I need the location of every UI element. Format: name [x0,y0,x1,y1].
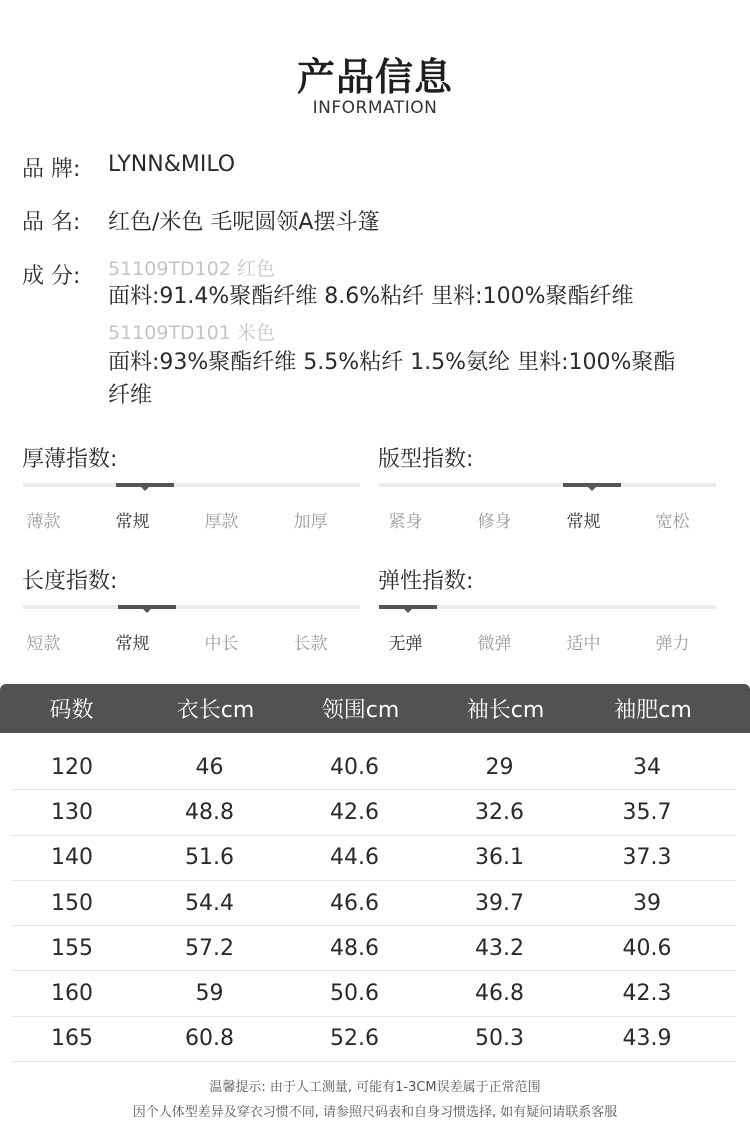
measurement-note: 温馨提示: 由于人工测量, 可能有1-3CM误差属于正常范围 [209,1080,541,1095]
table-row [12,881,735,926]
table-cell: 165 [51,1026,93,1052]
variant-composition-continued: 纤维 [108,383,153,408]
table-row [12,1017,735,1062]
table-cell: 37.3 [622,845,672,871]
table-cell: 50.3 [475,1026,524,1052]
elasticity-option: 微弹 [477,634,512,654]
sleeve-width-column-header: 袖肥cm [614,698,692,723]
table-cell: 34 [633,754,661,780]
fit-option: 宽松 [655,512,690,532]
length-option: 中长 [204,634,239,654]
table-cell: 40.6 [622,935,672,961]
table-cell: 60.8 [185,1026,234,1052]
table-cell: 57.2 [185,935,234,961]
table-cell: 29 [485,754,514,780]
brand-label: 品 牌: [22,157,81,182]
table-cell: 43.9 [622,1026,672,1052]
table-cell: 43.2 [475,935,524,961]
table-row [12,790,735,835]
table-cell: 36.1 [475,845,524,871]
table-cell: 35.7 [622,799,672,825]
table-cell: 46.8 [475,981,524,1007]
thickness-index-track [23,483,360,487]
name-value: 红色/米色 毛呢圆领A摆斗篷 [108,210,380,235]
table-row [12,926,735,971]
table-cell: 155 [51,935,93,961]
table-cell: 40.6 [330,754,379,780]
thickness-option: 厚款 [204,512,239,532]
table-cell: 130 [51,799,93,825]
variant-composition: 面料:91.4%聚酯纤维 8.6%粘纤 里料:100%聚酯纤维 [108,284,634,309]
fit-index-track [379,483,716,487]
size-table-header [0,684,750,733]
table-row [12,836,735,881]
length-column-header: 衣长cm [176,698,255,723]
table-row [12,971,735,1016]
thickness-index-title: 厚薄指数: [22,447,118,472]
table-cell: 150 [51,890,93,916]
table-cell: 54.4 [185,890,234,916]
fit-index-title: 版型指数: [378,447,474,472]
elasticity-option: 弹力 [655,634,690,654]
fit-index-indicator [563,483,621,487]
variant-code: 51109TD101 米色 [108,322,275,344]
variant-code: 51109TD102 红色 [108,258,275,280]
thickness-option: 薄款 [26,512,61,532]
thickness-index-options [0,507,355,532]
length-option: 短款 [26,634,61,654]
sleeve-length-column-header: 袖长cm [466,698,545,723]
length-index-indicator [118,605,176,609]
name-label: 品 名: [22,210,81,235]
table-cell: 140 [51,845,93,871]
length-index-title: 长度指数: [22,569,118,594]
table-cell: 48.8 [185,799,234,825]
fit-advice-note: 因个人体型差异及穿衣习惯不同, 请参照尺码表和自身习惯选择, 如有疑问请联系客服 [132,1105,618,1120]
fit-index-options [361,507,717,532]
page-title: 产品信息 [296,55,453,99]
neck-column-header: 领围cm [321,698,400,723]
table-cell: 52.6 [330,1026,379,1052]
table-cell: 48.6 [330,935,379,961]
table-cell: 50.6 [330,981,379,1007]
elasticity-option-selected: 无弹 [388,634,423,654]
thickness-index-indicator [116,483,174,487]
table-row [12,745,735,790]
length-index-track [23,605,360,609]
length-index-options [0,629,355,654]
thickness-option: 加厚 [293,512,328,532]
table-cell: 42.3 [622,981,672,1007]
table-cell: 160 [51,981,93,1007]
table-cell: 120 [51,754,93,780]
brand-value: LYNN&MILO [108,152,236,177]
length-option: 长款 [293,634,328,654]
composition-label: 成 分: [22,264,81,289]
table-cell: 59 [195,981,224,1007]
fit-option-selected: 常规 [566,512,601,532]
table-cell: 42.6 [330,799,379,825]
elasticity-index-indicator [379,605,437,609]
fit-option: 紧身 [388,512,423,532]
elasticity-option: 适中 [566,634,601,654]
size-table-body [12,745,735,1062]
table-cell: 44.6 [330,845,379,871]
fit-option: 修身 [477,512,512,532]
table-cell: 32.6 [475,799,524,825]
table-cell: 39 [633,890,661,916]
elasticity-index-options [361,629,717,654]
table-cell: 46.6 [330,890,379,916]
table-cell: 51.6 [185,845,234,871]
size-column-header: 码数 [49,698,94,723]
length-option-selected: 常规 [115,634,150,654]
table-cell: 39.7 [475,890,524,916]
table-cell: 46 [195,754,224,780]
page-subtitle: INFORMATION [312,98,438,118]
elasticity-index-title: 弹性指数: [378,569,474,594]
elasticity-index-track [379,605,716,609]
variant-composition: 面料:93%聚酯纤维 5.5%粘纤 1.5%氨纶 里料:100%聚酯 [108,350,676,375]
thickness-option-selected: 常规 [115,512,150,532]
